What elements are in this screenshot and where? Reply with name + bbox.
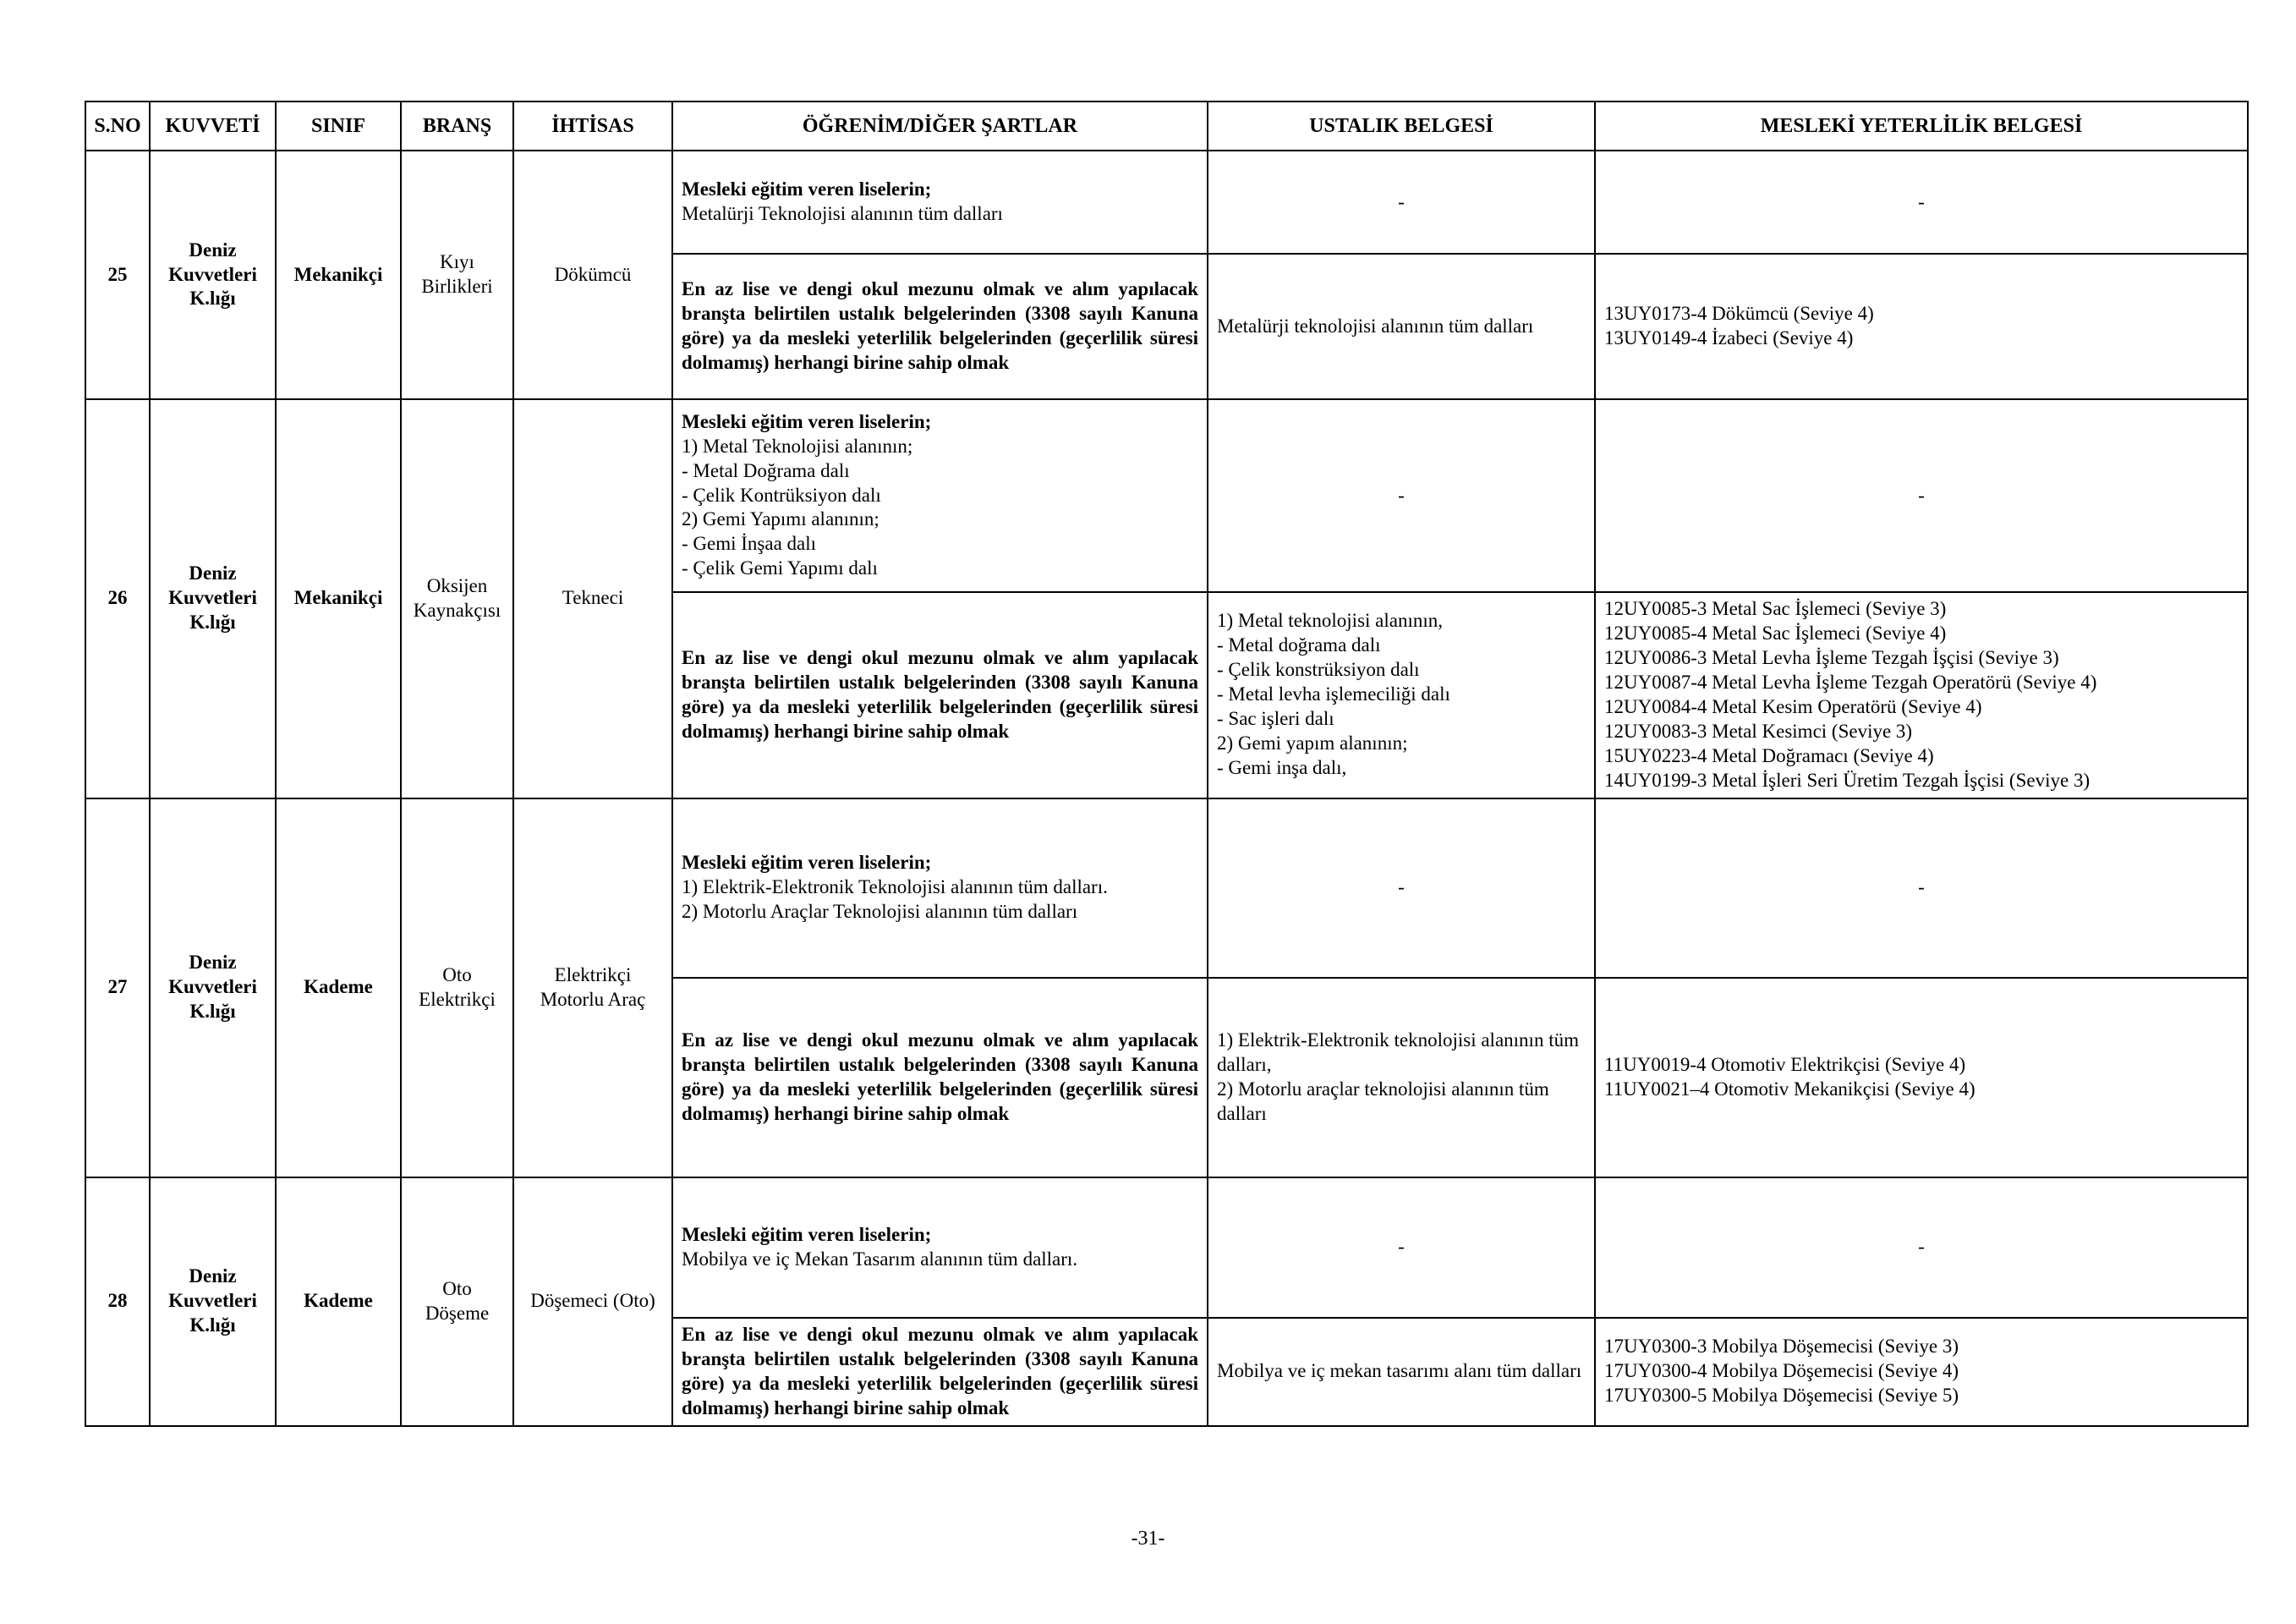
cell-ogrenim-top — [672, 399, 1208, 592]
text-line: - Metal doğrama dalı — [1217, 634, 1381, 656]
cell-mesleki-bottom — [1595, 592, 2248, 798]
text-line: 12UY0083-3 Metal Kesimci (Seviye 3) — [1604, 720, 1913, 742]
text-line: - Çelik Kontrüksiyon dalı — [682, 484, 881, 506]
cell-ustalik-bottom — [1208, 1318, 1595, 1426]
header-mesleki: MESLEKİ YETERLİLİK BELGESİ — [1595, 102, 2248, 151]
text-line: Mesleki eğitim veren liselerin; — [682, 1223, 932, 1245]
cell-ustalik-top: - — [1208, 399, 1595, 592]
text-line: 12UY0085-3 Metal Sac İşlemeci (Seviye 3) — [1604, 598, 1947, 619]
cell-sno: 28 — [85, 1177, 150, 1426]
text-line: 1) Elektrik-Elektronik Teknolojisi alanının tüm dalları. — [682, 876, 1108, 898]
cell-mesleki-top: - — [1595, 399, 2248, 592]
text-line: 14UY0199-3 Metal İşleri Seri Üretim Tezgah İşçisi (Seviye 3) — [1604, 769, 2091, 791]
cell-mesleki-top: - — [1595, 151, 2248, 254]
cell-mesleki-bottom — [1595, 978, 2248, 1177]
cell-mesleki-top: - — [1595, 798, 2248, 978]
text-line: 13UY0149-4 İzabeci (Seviye 4) — [1604, 327, 1854, 348]
text-line: 12UY0085-4 Metal Sac İşlemeci (Seviye 4) — [1604, 622, 1947, 644]
cell-ihtisas: Tekneci — [513, 399, 672, 798]
text-line: - Çelik Gemi Yapımı dalı — [682, 557, 878, 579]
table-row-27-top — [85, 798, 2248, 978]
text-line: 2) Motorlu Araçlar Teknolojisi alanının tüm dalları — [682, 901, 1078, 923]
text-line: 11UY0019-4 Otomotiv Elektrikçisi (Seviye 4) — [1604, 1053, 1966, 1075]
text-line: 11UY0021–4 Otomotiv Mekanikçisi (Seviye 4) — [1604, 1078, 1975, 1100]
cell-ogrenim-bottom: En az lise ve dengi okul mezunu olmak ve alım yapılacak branşta belirtilen ustalık belgelerinden (3308 sayılı Kanuna göre) ya da mesleki yeterlilik belgelerinden (geçerlilik süresi dolmamış) herhangi birine sahip olmak — [672, 592, 1208, 798]
cell-brans: Kıyı Birlikleri — [401, 151, 513, 399]
text-line: 12UY0086-3 Metal Levha İşleme Tezgah İşçisi (Seviye 3) — [1604, 646, 2059, 668]
cell-ustalik-bottom — [1208, 978, 1595, 1177]
page-number: -31- — [1131, 1528, 1165, 1550]
text-line: - Metal levha işlemeciliği dalı — [1217, 683, 1450, 705]
cell-ogrenim-top — [672, 1177, 1208, 1318]
table-row-26-top — [85, 399, 2248, 592]
text-line: - Gemi İnşaa dalı — [682, 533, 817, 555]
cell-kuvveti: Deniz Kuvvetleri K.lığı — [150, 399, 276, 798]
text-line: 1) Elektrik-Elektronik teknolojisi alanının tüm dalları, — [1217, 1029, 1579, 1075]
cell-ustalik-bottom — [1208, 592, 1595, 798]
text-line: Mobilya ve iç mekan tasarımı alanı tüm dalları — [1217, 1360, 1582, 1382]
cell-ogrenim-bottom: En az lise ve dengi okul mezunu olmak ve alım yapılacak branşta belirtilen ustalık belgelerinden (3308 sayılı Kanuna göre) ya da mesleki yeterlilik belgelerinden (geçerlilik süresi dolmamış) herhangi birine sahip olmak — [672, 978, 1208, 1177]
header-kuvveti: KUVVETİ — [150, 102, 276, 151]
cell-ihtisas: Dökümcü — [513, 151, 672, 399]
text-line: Mobilya ve iç Mekan Tasarım alanının tüm dalları. — [682, 1248, 1078, 1270]
text-line: Mesleki eğitim veren liselerin; — [682, 852, 932, 874]
header-sno: S.NO — [85, 102, 150, 151]
text-line: Mesleki eğitim veren liselerin; — [682, 410, 932, 432]
table-row-28-top — [85, 1177, 2248, 1318]
text-line: 2) Gemi Yapımı alanının; — [682, 508, 879, 530]
cell-kuvveti: Deniz Kuvvetleri K.lığı — [150, 798, 276, 1177]
header-ustalik: USTALIK BELGESİ — [1208, 102, 1595, 151]
text-line: 12UY0084-4 Metal Kesim Operatörü (Seviye 4) — [1604, 695, 1982, 717]
text-line: Metalürji Teknolojisi alanının tüm dalları — [682, 203, 1003, 224]
text-line: 13UY0173-4 Dökümcü (Seviye 4) — [1604, 303, 1874, 325]
cell-mesleki-bottom — [1595, 254, 2248, 399]
header-brans: BRANŞ — [401, 102, 513, 151]
cell-sinif: Mekanikçi — [276, 151, 401, 399]
cell-sno: 27 — [85, 798, 150, 1177]
header-sinif: SINIF — [276, 102, 401, 151]
cell-kuvveti: Deniz Kuvvetleri K.lığı — [150, 1177, 276, 1426]
text-line: Mesleki eğitim veren liselerin; — [682, 178, 932, 200]
text-line: 17UY0300-4 Mobilya Döşemecisi (Seviye 4) — [1604, 1360, 1959, 1382]
cell-ustalik-top: - — [1208, 151, 1595, 254]
text-line: 1) Metal teknolojisi alanının, — [1217, 610, 1444, 632]
cell-brans: Oto Elektrikçi — [401, 798, 513, 1177]
text-line: 15UY0223-4 Metal Doğramacı (Seviye 4) — [1604, 744, 1934, 766]
text-line: - Çelik konstrüksiyon dalı — [1217, 659, 1420, 681]
text-line: - Gemi inşa dalı, — [1217, 757, 1347, 779]
table-header-row — [85, 102, 2248, 151]
text-line: 17UY0300-3 Mobilya Döşemecisi (Seviye 3) — [1604, 1336, 1959, 1358]
cell-ogrenim-top — [672, 151, 1208, 254]
cell-brans: Oto Döşeme — [401, 1177, 513, 1426]
header-ogrenim: ÖĞRENİM/DİĞER ŞARTLAR — [672, 102, 1208, 151]
text-line: 12UY0087-4 Metal Levha İşleme Tezgah Operatörü (Seviye 4) — [1604, 671, 2097, 693]
cell-ustalik-top: - — [1208, 798, 1595, 978]
cell-sno: 26 — [85, 399, 150, 798]
text-line: 1) Metal Teknolojisi alanının; — [682, 435, 913, 457]
cell-ustalik-top: - — [1208, 1177, 1595, 1318]
cell-mesleki-bottom — [1595, 1318, 2248, 1426]
cell-kuvveti: Deniz Kuvvetleri K.lığı — [150, 151, 276, 399]
text-line: - Metal Doğrama dalı — [682, 459, 850, 481]
cell-ihtisas: Döşemeci (Oto) — [513, 1177, 672, 1426]
cell-mesleki-top: - — [1595, 1177, 2248, 1318]
text-line: Metalürji teknolojisi alanının tüm dalları — [1217, 315, 1534, 337]
cell-sinif: Kademe — [276, 798, 401, 1177]
cell-ogrenim-top — [672, 798, 1208, 978]
cell-ihtisas: Elektrikçi Motorlu Araç — [513, 798, 672, 1177]
cell-sinif: Mekanikçi — [276, 399, 401, 798]
cell-ogrenim-bottom: En az lise ve dengi okul mezunu olmak ve alım yapılacak branşta belirtilen ustalık belgelerinden (3308 sayılı Kanuna göre) ya da mesleki yeterlilik belgelerinden (geçerlilik süresi dolmamış) herhangi birine sahip olmak — [672, 1318, 1208, 1426]
cell-ustalik-bottom — [1208, 254, 1595, 399]
table-row-25-top — [85, 151, 2248, 254]
header-ihtisas: İHTİSAS — [513, 102, 672, 151]
cell-ogrenim-bottom: En az lise ve dengi okul mezunu olmak ve alım yapılacak branşta belirtilen ustalık belgelerinden (3308 sayılı Kanuna göre) ya da mesleki yeterlilik belgelerinden (geçerlilik süresi dolmamış) herhangi birine sahip olmak — [672, 254, 1208, 399]
text-line: 2) Gemi yapım alanının; — [1217, 732, 1408, 754]
cell-sno: 25 — [85, 151, 150, 399]
text-line: 2) Motorlu araçlar teknolojisi alanının tüm dalları — [1217, 1078, 1549, 1124]
text-line: 17UY0300-5 Mobilya Döşemecisi (Seviye 5) — [1604, 1385, 1959, 1407]
cell-brans: Oksijen Kaynakçısı — [401, 399, 513, 798]
text-line: - Sac işleri dalı — [1217, 708, 1334, 730]
document-table — [85, 101, 2249, 1427]
cell-sinif: Kademe — [276, 1177, 401, 1426]
